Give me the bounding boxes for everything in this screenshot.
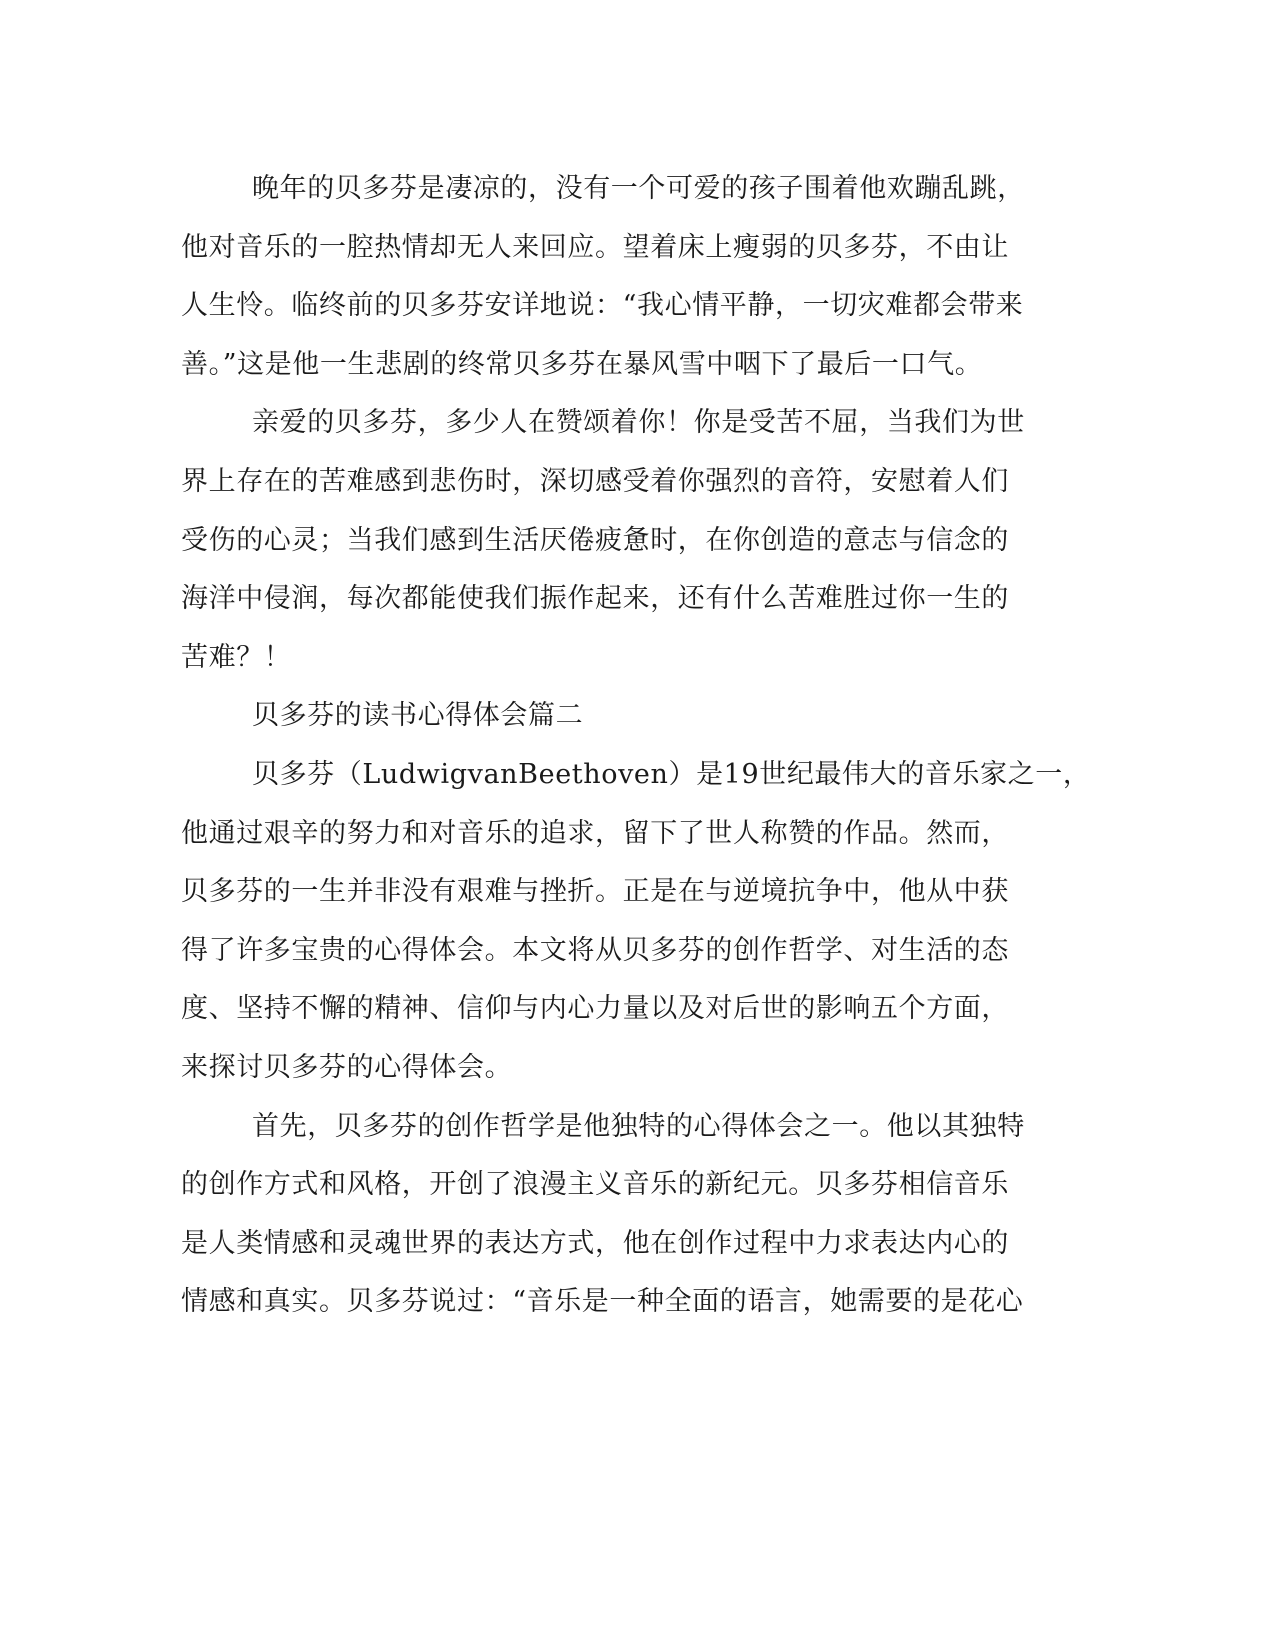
section-heading: 贝多芬的读书心得体会篇二 [252, 700, 584, 732]
text-line: 得了许多宝贵的心得体会。本文将从贝多芬的创作哲学、对生活的态 [181, 934, 1009, 966]
text-line: 的创作方式和风格，开创了浪漫主义音乐的新纪元。贝多芬相信音乐 [181, 1169, 1009, 1201]
text-line: 贝多芬（LudwigvanBeethoven）是19世纪最伟大的音乐家之一， [252, 758, 1091, 790]
document-body [181, 160, 1091, 1332]
text-line: 苦难？！ [181, 641, 292, 673]
text-line: 界上存在的苦难感到悲伤时，深切感受着你强烈的音符，安慰着人们 [181, 465, 1009, 497]
text-line: 善。”这是他一生悲剧的终常贝多芬在暴风雪中咽下了最后一口气。 [181, 348, 983, 380]
text-line: 人生怜。临终前的贝多芬安详地说：“我心情平静，一切灾难都会带来 [181, 290, 1024, 322]
text-line: 贝多芬的一生并非没有艰难与挫折。正是在与逆境抗争中，他从中获 [181, 876, 1009, 908]
text-line: 情感和真实。贝多芬说过：“音乐是一种全面的语言，她需要的是花心 [181, 1286, 1024, 1318]
text-line: 度、坚持不懈的精神、信仰与内心力量以及对后世的影响五个方面， [181, 993, 1009, 1025]
text-line: 亲爱的贝多芬，多少人在赞颂着你！你是受苦不屈，当我们为世 [252, 407, 1025, 439]
text-line: 是人类情感和灵魂世界的表达方式，他在创作过程中力求表达内心的 [181, 1227, 1009, 1259]
text-line: 来探讨贝多芬的心得体会。 [181, 1051, 513, 1083]
text-line: 他对音乐的一腔热情却无人来回应。望着床上瘦弱的贝多芬，不由让 [181, 231, 1009, 263]
text-line: 晚年的贝多芬是凄凉的，没有一个可爱的孩子围着他欢蹦乱跳， [252, 173, 1025, 204]
text-line: 他通过艰辛的努力和对音乐的追求，留下了世人称赞的作品。然而， [181, 817, 1009, 849]
text-line: 首先，贝多芬的创作哲学是他独特的心得体会之一。他以其独特 [252, 1110, 1025, 1142]
text-line: 海洋中侵润，每次都能使我们振作起来，还有什么苦难胜过你一生的 [181, 583, 1009, 615]
text-line: 受伤的心灵；当我们感到生活厌倦疲惫时，在你创造的意志与信念的 [181, 524, 1009, 556]
